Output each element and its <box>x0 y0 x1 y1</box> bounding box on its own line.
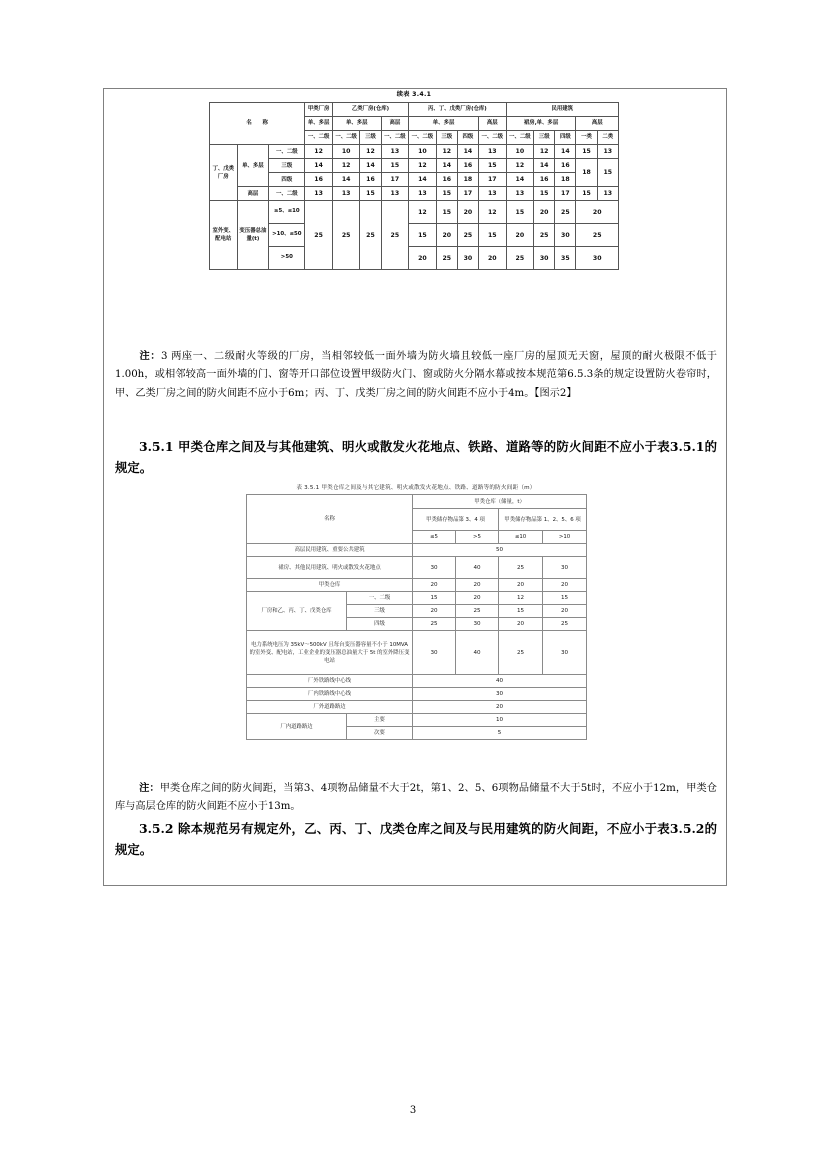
table-3-5-1 <box>246 484 586 740</box>
cell: 12 <box>534 145 555 159</box>
cell: 30 <box>413 631 456 675</box>
table1-caption: 续表 3.4.1 <box>396 91 432 98</box>
cell: 25 <box>305 201 333 270</box>
cell: 12 <box>360 145 381 159</box>
table2-row-label: 厂内铁路线中心线 <box>247 688 413 701</box>
cell: 25 <box>381 201 409 270</box>
table1-grade: 一、二级 <box>409 131 437 145</box>
cell: 40 <box>413 675 587 688</box>
cell: 16 <box>360 173 381 187</box>
table1-sub-3-0: 裙房,单、多层 <box>506 117 576 131</box>
table2-sub-header-0: 甲类储存物品第 3、4 项 <box>413 509 499 531</box>
table2-row-label: 厂内道路路边 <box>247 714 347 740</box>
cell: 30 <box>456 618 499 631</box>
cell: 25 <box>457 224 478 247</box>
cell: 13 <box>506 187 534 201</box>
table1-sub-0-0: 单、多层 <box>305 117 333 131</box>
cell: 16 <box>457 159 478 173</box>
cell: 15 <box>360 187 381 201</box>
table1-grade: 一、二级 <box>305 131 333 145</box>
table-row <box>210 201 619 224</box>
cell: 20 <box>506 224 534 247</box>
clause-3-5-1: 3.5.1 甲类仓库之间及与其他建筑、明火或散发火花地点、铁路、道路等的防火间距不应小于表3.5.1的规定。 <box>115 439 717 475</box>
table1-grade: 一类 <box>576 131 597 145</box>
table1-sub-3-1: 高层 <box>576 117 619 131</box>
table-row <box>210 187 619 201</box>
table2-sub-header-1: 甲类储存物品第 1、2、5、6 项 <box>499 509 587 531</box>
cell: 20 <box>457 201 478 224</box>
note-block-1 <box>115 347 717 403</box>
page-number: 3 <box>409 1105 417 1116</box>
page-content-frame <box>103 88 727 886</box>
cell: 12 <box>305 145 333 159</box>
cell: 40 <box>456 557 499 579</box>
cell: 10 <box>409 145 437 159</box>
table2-row-sub: 主要 <box>347 714 413 727</box>
table1-group-0: 甲类厂房 <box>305 103 333 117</box>
cell: 25 <box>456 605 499 618</box>
cell: 25 <box>534 224 555 247</box>
table2-row-label: 厂房和乙、丙、丁、戊类仓库 <box>247 592 347 631</box>
table1-grade: 三级 <box>534 131 555 145</box>
cell: 50 <box>413 544 587 557</box>
cell: 40 <box>456 631 499 675</box>
cell: 17 <box>381 173 409 187</box>
cell: 25 <box>332 201 360 270</box>
table1-sub-2-0: 单、多层 <box>409 117 479 131</box>
cell: 10 <box>332 145 360 159</box>
cell: 14 <box>555 145 576 159</box>
note-block-2 <box>115 779 717 817</box>
cell: 30 <box>576 247 619 270</box>
table-row <box>210 247 619 270</box>
cell: 13 <box>332 187 360 201</box>
cell: 20 <box>413 701 587 714</box>
cell: 16 <box>436 173 457 187</box>
cell: 14 <box>305 159 333 173</box>
table-row <box>247 701 587 714</box>
cell: 15 <box>409 224 437 247</box>
table1-grade-cell: 四级 <box>269 173 305 187</box>
cell: 16 <box>305 173 333 187</box>
table2-row-label: 裙房、其他民用建筑、明火或散发火花地点 <box>247 557 413 579</box>
cell: 18 <box>555 173 576 187</box>
table-row <box>210 173 619 187</box>
table-row <box>247 592 587 605</box>
table-row <box>247 631 587 675</box>
table2-range-0: ≤5 <box>413 531 456 544</box>
cell: 30 <box>413 557 456 579</box>
cell: 20 <box>543 579 587 592</box>
cell: 13 <box>381 187 409 201</box>
cell: 13 <box>479 187 507 201</box>
cell: 14 <box>457 145 478 159</box>
table1-grid <box>209 102 619 270</box>
cell: 13 <box>597 145 618 159</box>
table1-grade: 四级 <box>555 131 576 145</box>
table1-sub-2-1: 高层 <box>479 117 507 131</box>
cell: 30 <box>413 688 587 701</box>
table1-range-cell: ≥5、≤10 <box>269 201 305 224</box>
table-row <box>210 159 619 173</box>
table1-name-header: 名 称 <box>210 103 305 145</box>
cell: 20 <box>456 592 499 605</box>
table1-group-3: 民用建筑 <box>506 103 618 117</box>
table1-grade: 一、二级 <box>381 131 409 145</box>
table1-grade: 一、二级 <box>332 131 360 145</box>
cell: 30 <box>543 557 587 579</box>
cell: 25 <box>499 557 543 579</box>
table-row <box>247 714 587 727</box>
clause-3-5-2: 3.5.2 除本规范另有规定外，乙、丙、丁、戊类仓库之间及与民用建筑的防火间距，不应小于表3.5.2的规定。 <box>115 821 717 857</box>
cell: 25 <box>543 618 587 631</box>
cell: 25 <box>555 201 576 224</box>
cell: 35 <box>555 247 576 270</box>
table1-range-cell: >10、≤50 <box>269 224 305 247</box>
table2-row-label: 高层民用建筑、重要公共建筑 <box>247 544 413 557</box>
cell: 14 <box>506 173 534 187</box>
cell: 20 <box>576 201 619 224</box>
table2-row-label: 甲类仓库 <box>247 579 413 592</box>
cell: 15 <box>576 145 597 159</box>
cell: 16 <box>534 173 555 187</box>
note2-label: 注： <box>139 782 160 794</box>
note1-text: 3 两座一、二级耐火等级的厂房，当相邻较低一面外墙为防火墙且较低一座厂房的屋顶无天窗，屋顶的耐火极限不低于1.00h，或相邻较高一面外墙的门、窗等开口部位设置甲级防火门、窗或防火分隔水幕或按本规范第6.5.3条的规定设置防火卷帘时，甲、乙类厂房之间的防火间距不应小于6m；丙、丁、戊类厂房之间的防火间距不应小于4m。【图示2】 <box>115 351 717 399</box>
cell: 20 <box>499 618 543 631</box>
table-row <box>210 145 619 159</box>
table1-grade: 一、二级 <box>506 131 534 145</box>
cell: 25 <box>436 247 457 270</box>
cell: 20 <box>413 579 456 592</box>
cell: 14 <box>409 173 437 187</box>
cell: 15 <box>576 187 597 201</box>
table1-grade-cell: 一、二级 <box>269 145 305 159</box>
table2-caption: 表 3.5.1 甲类仓库之间及与其它建筑、明火或散发火花地点、铁路、道路等的防火间距（m） <box>296 485 536 491</box>
cell: 13 <box>479 145 507 159</box>
cell: 20 <box>499 579 543 592</box>
cell: 13 <box>409 187 437 201</box>
table2-range-2: ≤10 <box>499 531 543 544</box>
table2-range-1: >5 <box>456 531 499 544</box>
cell: 12 <box>499 592 543 605</box>
cell: 17 <box>479 173 507 187</box>
table-row <box>210 224 619 247</box>
table2-row-sub: 一、二级 <box>347 592 413 605</box>
cell: 18 <box>457 173 478 187</box>
cell: 20 <box>543 605 587 618</box>
cell: 12 <box>436 145 457 159</box>
table1-rowsub-0-0: 单、多层 <box>237 145 269 187</box>
table1-rowsub-1-0: 变压器总油量(t) <box>237 201 269 270</box>
table1-grade-cell: 一、二级 <box>269 187 305 201</box>
table2-row-label: 厂外道路路边 <box>247 701 413 714</box>
cell: 13 <box>597 187 618 201</box>
table1-rowsub-0-1: 高层 <box>237 187 269 201</box>
cell: 14 <box>436 159 457 173</box>
cell: 15 <box>436 201 457 224</box>
table1-group-1: 乙类厂房(仓库) <box>332 103 408 117</box>
note1-label: 注： <box>139 350 161 362</box>
cell: 14 <box>534 159 555 173</box>
cell: 30 <box>543 631 587 675</box>
cell: 5 <box>413 727 587 740</box>
table1-range-cell: >50 <box>269 247 305 270</box>
table2-row-sub: 三级 <box>347 605 413 618</box>
table1-grade: 二类 <box>597 131 618 145</box>
table1-rowgroup-0: 丁、戊类厂房 <box>210 145 238 201</box>
cell: 15 <box>413 592 456 605</box>
cell: 10 <box>506 145 534 159</box>
table-row <box>247 579 587 592</box>
cell: 12 <box>332 159 360 173</box>
cell: 17 <box>555 187 576 201</box>
table2-row-sub: 次要 <box>347 727 413 740</box>
cell: 30 <box>555 224 576 247</box>
cell: 20 <box>436 224 457 247</box>
cell: 15 <box>381 159 409 173</box>
cell: 25 <box>506 247 534 270</box>
table2-range-3: >10 <box>543 531 587 544</box>
cell: 13 <box>381 145 409 159</box>
cell: 13 <box>305 187 333 201</box>
cell: 15 <box>499 605 543 618</box>
table1-sub-1-1: 高层 <box>381 117 409 131</box>
table2-row-sub: 四级 <box>347 618 413 631</box>
table-row <box>247 557 587 579</box>
cell: 12 <box>506 159 534 173</box>
table2-group-header: 甲类仓库（储量，t） <box>413 495 587 509</box>
cell: 15 <box>597 159 618 187</box>
cell: 15 <box>543 592 587 605</box>
cell: 25 <box>360 201 381 270</box>
cell: 14 <box>332 173 360 187</box>
table-continued-3-4-1 <box>209 90 619 270</box>
cell: 20 <box>413 605 456 618</box>
cell: 20 <box>479 247 507 270</box>
cell: 12 <box>409 201 437 224</box>
cell: 15 <box>534 187 555 201</box>
cell: 10 <box>413 714 587 727</box>
cell: 30 <box>457 247 478 270</box>
table2-grid <box>246 494 587 740</box>
cell: 25 <box>576 224 619 247</box>
cell: 20 <box>456 579 499 592</box>
cell: 25 <box>413 618 456 631</box>
table1-group-2: 丙、丁、戊类厂房(仓库) <box>409 103 506 117</box>
table-row <box>247 688 587 701</box>
table1-grade: 四级 <box>457 131 478 145</box>
cell: 20 <box>534 201 555 224</box>
table2-row-label: 电力系统电压为 35kV～500kV 且每台变压器容量不小于 10MVA 的室外变、配电站，工业企业的变压器总油量大于 5t 的室外降压变电站 <box>247 631 413 675</box>
table1-grade: 一、二级 <box>479 131 507 145</box>
table1-rowgroup-1: 室外变、配电站 <box>210 201 238 270</box>
table2-name-header: 名称 <box>247 495 413 544</box>
table-row <box>247 544 587 557</box>
cell: 15 <box>506 201 534 224</box>
cell: 18 <box>576 159 597 187</box>
cell: 14 <box>360 159 381 173</box>
table1-sub-1-0: 单、多层 <box>332 117 381 131</box>
table2-row-label: 厂外铁路线中心线 <box>247 675 413 688</box>
cell: 12 <box>479 201 507 224</box>
table1-grade-cell: 三级 <box>269 159 305 173</box>
cell: 30 <box>534 247 555 270</box>
cell: 15 <box>479 159 507 173</box>
cell: 25 <box>499 631 543 675</box>
table1-grade: 三级 <box>360 131 381 145</box>
cell: 15 <box>436 187 457 201</box>
table-row <box>247 675 587 688</box>
cell: 12 <box>409 159 437 173</box>
note2-text: 甲类仓库之间的防火间距，当第3、4项物品储量不大于2t，第1、2、5、6项物品储量不大于5t时，不应小于12m，甲类仓库与高层仓库的防火间距不应小于13m。 <box>115 783 717 813</box>
cell: 15 <box>479 224 507 247</box>
cell: 16 <box>555 159 576 173</box>
cell: 20 <box>409 247 437 270</box>
table1-grade: 三级 <box>436 131 457 145</box>
cell: 17 <box>457 187 478 201</box>
